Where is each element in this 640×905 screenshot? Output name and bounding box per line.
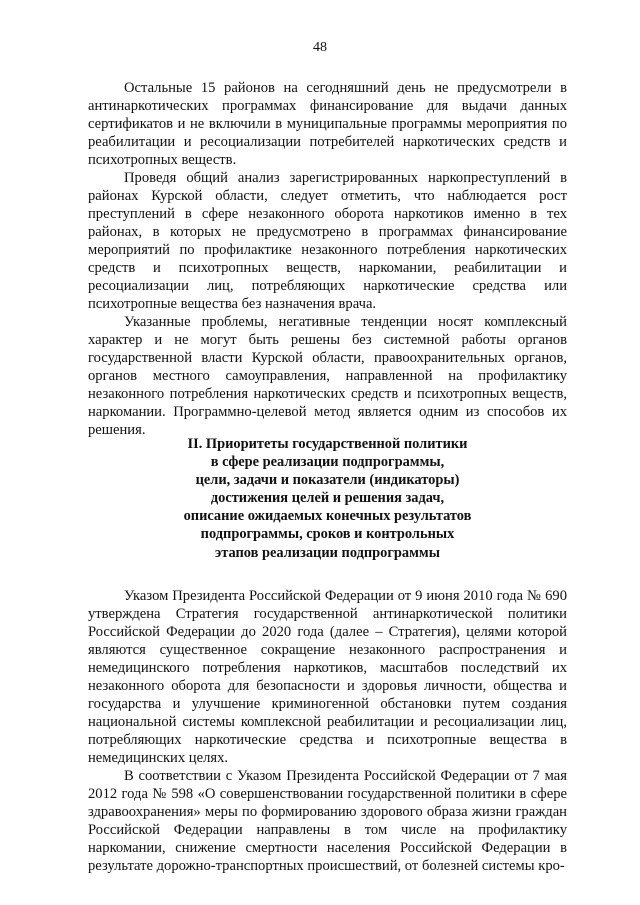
heading-line: в сфере реализации подпрограммы,	[210, 454, 445, 471]
heading-line: описание ожидаемых конечных результатов	[183, 508, 472, 525]
heading-line: цели, задачи и показатели (индикаторы)	[195, 472, 460, 489]
body-text-top	[88, 79, 567, 439]
section-heading	[88, 435, 567, 562]
paragraph: Проведя общий анализ зарегистрированных наркопреступлений в районах Курской области, следует отметить, что наблюдается рост преступлений в сфере незаконного оборота наркотиков именно в тех районах, в которых не предусмотрено в программах финансирование мероприятий по профилактике незаконного потребления наркотических средств и психотропных веществ, наркомании, реабилитации и ресоциализации лиц, потребляющих наркотические средства или психотропные вещества без назначения врача.	[88, 170, 567, 312]
paragraph: Указанные проблемы, негативные тенденции носят комплексный характер и не могут быть решены без системной работы органов государственной власти Курской области, правоохранительных органов, органов местного самоуправления, направленной на профилактику незаконного потребления наркотических средств и психотропных веществ, наркомании. Программно-целевой метод является одним из способов их решения.	[88, 314, 567, 438]
paragraph: В соответствии с Указом Президента Российской Федерации от 7 мая 2012 года № 598 «О совершенствовании государственной политики в сфере здравоохранения» меры по формированию здорового образа жизни граждан Российской Федерации направлены в том числе на профилактику наркомании, снижение смертности населения Российской Федерации в результате дорожно-транспортных происшествий, от болезней системы кро-	[88, 768, 567, 874]
paragraph: Остальные 15 районов на сегодняшний день не предусмотрели в антинаркотических программах финансирование для выдачи данных сертификатов и не включили в муниципальные программы мероприятия по реабилитации и ресоциализации потребителей наркотических средств и психотропных веществ.	[88, 80, 567, 168]
heading-line: подпрограммы, сроков и контрольных	[200, 526, 455, 543]
heading-line: этапов реализации подпрограммы	[215, 544, 440, 561]
body-text-bottom	[88, 587, 567, 875]
paragraph: Указом Президента Российской Федерации от 9 июня 2010 года № 690 утверждена Стратегия государственной антинаркотической политики Российской Федерации до 2020 года (далее – Стратегия), целями которой являются существенное сокращение незаконного распространения и немедицинского потребления наркотиков, масштабов последствий их незаконного оборота для безопасности и здоровья личности, общества и государства и улучшение криминогенной обстановки путем создания национальной системы комплексной реабилитации и ресоциализации лиц, потребляющих наркотические средства и психотропные вещества в немедицинских целях.	[88, 588, 567, 766]
heading-line: II. Приоритеты государственной политики	[187, 436, 468, 452]
page-number: 48	[313, 40, 327, 55]
heading-line: достижения целей и решения задач,	[210, 490, 445, 507]
